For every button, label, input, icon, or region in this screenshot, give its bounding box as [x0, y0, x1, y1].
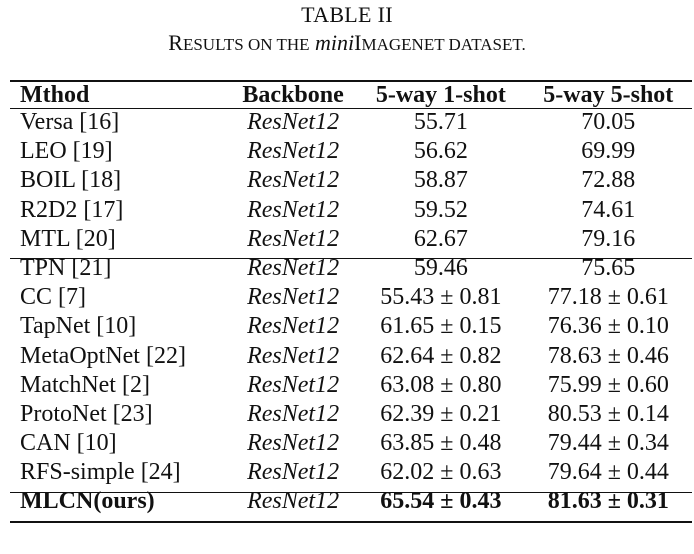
method-cell: Versa [16] [20, 109, 120, 136]
five-shot-cell: 77.18 ± 0.61 [547, 284, 669, 311]
table-caption [0, 30, 694, 58]
backbone-cell: ResNet12 [247, 255, 340, 282]
backbone-cell: ResNet12 [247, 313, 340, 340]
results-table [10, 82, 692, 516]
five-shot-cell: 78.63 ± 0.46 [547, 342, 669, 369]
header-method: Mthod [20, 82, 90, 108]
one-shot-cell: 58.87 [413, 167, 468, 194]
header-backbone: Backbone [242, 82, 344, 108]
one-shot-cell: 63.08 ± 0.80 [380, 371, 502, 398]
one-shot-cell: 62.64 ± 0.82 [380, 342, 502, 369]
header-one-shot: 5-way 1-shot [375, 82, 506, 108]
method-cell: RFS-simple [24] [20, 459, 181, 486]
table-row [10, 312, 692, 341]
method-cell: MetaOptNet [22] [20, 342, 186, 369]
one-shot-cell: 62.67 [413, 225, 468, 252]
table-row [10, 137, 692, 166]
five-shot-cell: 74.61 [581, 196, 636, 223]
caption-initial-1: R [168, 30, 183, 55]
block2-body [10, 254, 692, 488]
method-cell: R2D2 [17] [20, 196, 124, 223]
backbone-cell: ResNet12 [247, 371, 340, 398]
five-shot-cell: 79.16 [581, 225, 636, 252]
header-five-shot: 5-way 5-shot [543, 82, 674, 108]
backbone-cell: ResNet12 [247, 430, 340, 457]
one-shot-cell: 65.54 ± 0.43 [380, 488, 502, 515]
caption-rest-1: ESULTS ON THE [182, 35, 310, 54]
method-cell: TPN [21] [20, 255, 112, 282]
table-row [10, 458, 692, 487]
one-shot-cell: 59.46 [413, 255, 468, 282]
table-row [10, 342, 692, 371]
backbone-cell: ResNet12 [247, 284, 340, 311]
method-cell: LEO [19] [20, 138, 113, 165]
backbone-cell: ResNet12 [247, 138, 340, 165]
one-shot-cell: 55.43 ± 0.81 [380, 284, 502, 311]
block1-body [10, 108, 692, 254]
backbone-cell: ResNet12 [247, 109, 340, 136]
method-cell: ProtoNet [23] [20, 400, 153, 427]
caption-initial-2: I [354, 30, 362, 55]
backbone-cell: ResNet12 [247, 167, 340, 194]
table-row [10, 254, 692, 283]
table-row [10, 166, 692, 195]
five-shot-cell: 80.53 ± 0.14 [547, 400, 669, 427]
ours-body [10, 487, 692, 516]
backbone-cell: ResNet12 [247, 488, 340, 515]
method-cell: BOIL [18] [20, 167, 122, 194]
five-shot-cell: 75.65 [581, 255, 636, 282]
one-shot-cell: 62.02 ± 0.63 [380, 459, 502, 486]
five-shot-cell: 75.99 ± 0.60 [547, 371, 669, 398]
method-cell: TapNet [10] [20, 313, 137, 340]
table-row [10, 196, 692, 225]
table-number: TABLE II [301, 2, 393, 27]
backbone-cell: ResNet12 [247, 459, 340, 486]
five-shot-cell: 72.88 [581, 167, 636, 194]
one-shot-cell: 55.71 [413, 109, 468, 136]
five-shot-cell: 79.64 ± 0.44 [547, 459, 669, 486]
backbone-cell: ResNet12 [247, 342, 340, 369]
table-row [10, 429, 692, 458]
method-cell: CC [7] [20, 284, 86, 311]
five-shot-cell: 69.99 [581, 138, 636, 165]
backbone-cell: ResNet12 [247, 196, 340, 223]
method-cell: MTL [20] [20, 225, 116, 252]
backbone-cell: ResNet12 [247, 400, 340, 427]
table-row [10, 108, 692, 137]
method-cell: MatchNet [2] [20, 371, 150, 398]
method-cell: CAN [10] [20, 430, 117, 457]
one-shot-cell: 59.52 [413, 196, 468, 223]
one-shot-cell: 61.65 ± 0.15 [380, 313, 502, 340]
five-shot-cell: 81.63 ± 0.31 [547, 488, 669, 515]
table-row [10, 283, 692, 312]
table-row-ours [10, 487, 692, 516]
five-shot-cell: 79.44 ± 0.34 [547, 430, 669, 457]
one-shot-cell: 56.62 [413, 138, 468, 165]
one-shot-cell: 62.39 ± 0.21 [380, 400, 502, 427]
five-shot-cell: 76.36 ± 0.10 [547, 313, 669, 340]
method-cell: MLCN(ours) [20, 488, 155, 515]
table-row [10, 225, 692, 254]
caption-italic: mini [315, 30, 355, 55]
bottom-rule [10, 521, 692, 523]
one-shot-cell: 63.85 ± 0.48 [380, 430, 502, 457]
caption-rest-2: MAGENET DATASET. [361, 35, 526, 54]
five-shot-cell: 70.05 [581, 109, 636, 136]
backbone-cell: ResNet12 [247, 225, 340, 252]
table-row [10, 371, 692, 400]
table-row [10, 400, 692, 429]
header-row [10, 82, 692, 108]
